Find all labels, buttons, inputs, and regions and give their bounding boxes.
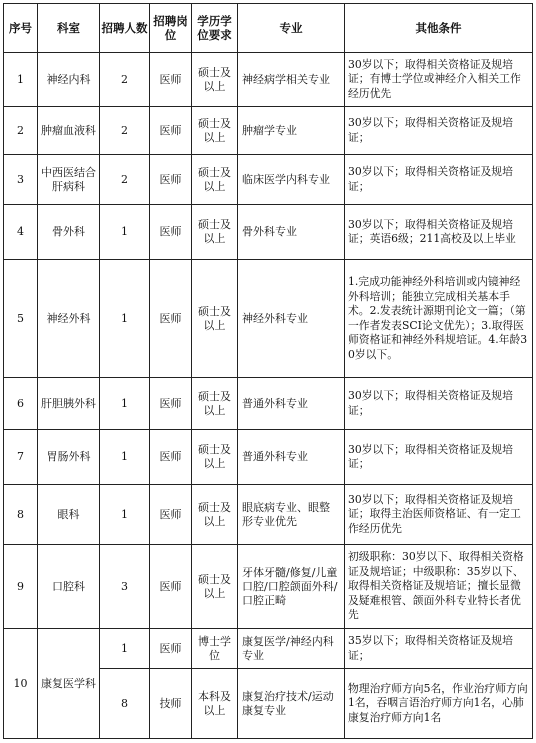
cell-count: 1 <box>100 629 150 669</box>
cell-count: 1 <box>100 485 150 545</box>
cell-no: 9 <box>4 545 38 629</box>
table-row <box>4 378 533 430</box>
cell-edu: 硕士及以上 <box>192 205 238 260</box>
cell-dept: 中西医结合肝病科 <box>38 155 100 205</box>
cell-edu: 硕士及以上 <box>192 485 238 545</box>
cell-no: 6 <box>4 378 38 430</box>
cell-major: 肿瘤学专业 <box>238 107 345 155</box>
cell-major: 康复治疗技术/运动康复专业 <box>238 669 345 739</box>
cell-no: 4 <box>4 205 38 260</box>
cell-post: 医师 <box>150 430 192 485</box>
cell-no: 5 <box>4 260 38 378</box>
cell-dept: 眼科 <box>38 485 100 545</box>
cell-post: 医师 <box>150 53 192 107</box>
cell-req: 30岁以下；取得相关资格证及规培证；取得主治医师资格证、有一定工作经历优先 <box>345 485 533 545</box>
cell-no: 10 <box>4 629 38 739</box>
cell-req: 30岁以下；取得相关资格证及规培证； <box>345 107 533 155</box>
cell-req: 30岁以下；取得相关资格证及规培证；英语6级；211高校及以上毕业 <box>345 205 533 260</box>
cell-count: 1 <box>100 430 150 485</box>
cell-count: 3 <box>100 545 150 629</box>
table-row <box>4 107 533 155</box>
cell-count: 2 <box>100 53 150 107</box>
cell-post: 医师 <box>150 155 192 205</box>
header-row <box>4 4 533 53</box>
cell-post: 医师 <box>150 260 192 378</box>
cell-dept: 神经内科 <box>38 53 100 107</box>
cell-edu: 硕士及以上 <box>192 378 238 430</box>
cell-no: 3 <box>4 155 38 205</box>
cell-req: 1.完成功能神经外科培训或内镜神经外科培训；能独立完成相关基本手术。2.发表统计源期刊论文一篇；（第一作者发表SCI论文优先）；3.取得医师资格证和神经外科规培证。4.年龄30岁以下。 <box>345 260 533 378</box>
cell-no: 1 <box>4 53 38 107</box>
header-post: 招聘岗位 <box>150 4 192 53</box>
cell-edu: 博士学位 <box>192 629 238 669</box>
cell-req: 35岁以下；取得相关资格证及规培证； <box>345 629 533 669</box>
cell-req: 30岁以下；取得相关资格证及规培证； <box>345 378 533 430</box>
table-row <box>4 485 533 545</box>
header-count: 招聘人数 <box>100 4 150 53</box>
header-major: 专业 <box>238 4 345 53</box>
table-row <box>4 545 533 629</box>
cell-count: 1 <box>100 378 150 430</box>
cell-major: 神经外科专业 <box>238 260 345 378</box>
table-row <box>4 53 533 107</box>
cell-edu: 硕士及以上 <box>192 155 238 205</box>
header-req: 其他条件 <box>345 4 533 53</box>
cell-post: 技师 <box>150 669 192 739</box>
table-row <box>4 260 533 378</box>
header-dept: 科室 <box>38 4 100 53</box>
cell-dept: 胃肠外科 <box>38 430 100 485</box>
cell-count: 2 <box>100 107 150 155</box>
cell-major: 普通外科专业 <box>238 430 345 485</box>
cell-post: 医师 <box>150 107 192 155</box>
cell-edu: 硕士及以上 <box>192 53 238 107</box>
cell-post: 医师 <box>150 485 192 545</box>
cell-no: 8 <box>4 485 38 545</box>
table-row <box>4 629 533 669</box>
cell-dept: 口腔科 <box>38 545 100 629</box>
cell-req: 初级职称：30岁以下、取得相关资格证及规培证；中级职称：35岁以下、取得相关资格证及规培证；擅长显微及疑难根管、颌面外科专业特长者优先 <box>345 545 533 629</box>
cell-post: 医师 <box>150 545 192 629</box>
table-row <box>4 430 533 485</box>
cell-edu: 硕士及以上 <box>192 430 238 485</box>
cell-post: 医师 <box>150 378 192 430</box>
table-row <box>4 205 533 260</box>
cell-major: 临床医学内科专业 <box>238 155 345 205</box>
cell-req: 物理治疗师方向5名，作业治疗师方向1名，吞咽言语治疗师方向1名，心肺康复治疗师方向1名 <box>345 669 533 739</box>
cell-major: 普通外科专业 <box>238 378 345 430</box>
cell-major: 骨外科专业 <box>238 205 345 260</box>
cell-no: 2 <box>4 107 38 155</box>
cell-req: 30岁以下；取得相关资格证及规培证；有博士学位或神经介入相关工作经历优先 <box>345 53 533 107</box>
cell-count: 1 <box>100 205 150 260</box>
cell-major: 康复医学/神经内科专业 <box>238 629 345 669</box>
cell-count: 1 <box>100 260 150 378</box>
cell-dept: 肝胆胰外科 <box>38 378 100 430</box>
cell-dept: 肿瘤血液科 <box>38 107 100 155</box>
cell-dept: 骨外科 <box>38 205 100 260</box>
cell-edu: 硕士及以上 <box>192 545 238 629</box>
cell-count: 8 <box>100 669 150 739</box>
cell-major: 牙体牙髓/修复/儿童口腔/口腔颌面外科/口腔正畸 <box>238 545 345 629</box>
header-seq: 序号 <box>4 4 38 53</box>
cell-req: 30岁以下；取得相关资格证及规培证； <box>345 155 533 205</box>
recruitment-table <box>3 3 533 739</box>
cell-edu: 硕士及以上 <box>192 107 238 155</box>
cell-req: 30岁以下；取得相关资格证及规培证； <box>345 430 533 485</box>
cell-dept: 康复医学科 <box>38 629 100 739</box>
cell-major: 眼底病专业、眼整形专业优先 <box>238 485 345 545</box>
table-row <box>4 155 533 205</box>
cell-count: 2 <box>100 155 150 205</box>
cell-post: 医师 <box>150 205 192 260</box>
header-edu: 学历学位要求 <box>192 4 238 53</box>
cell-major: 神经病学相关专业 <box>238 53 345 107</box>
cell-no: 7 <box>4 430 38 485</box>
cell-dept: 神经外科 <box>38 260 100 378</box>
cell-post: 医师 <box>150 629 192 669</box>
cell-edu: 硕士及以上 <box>192 260 238 378</box>
cell-edu: 本科及以上 <box>192 669 238 739</box>
